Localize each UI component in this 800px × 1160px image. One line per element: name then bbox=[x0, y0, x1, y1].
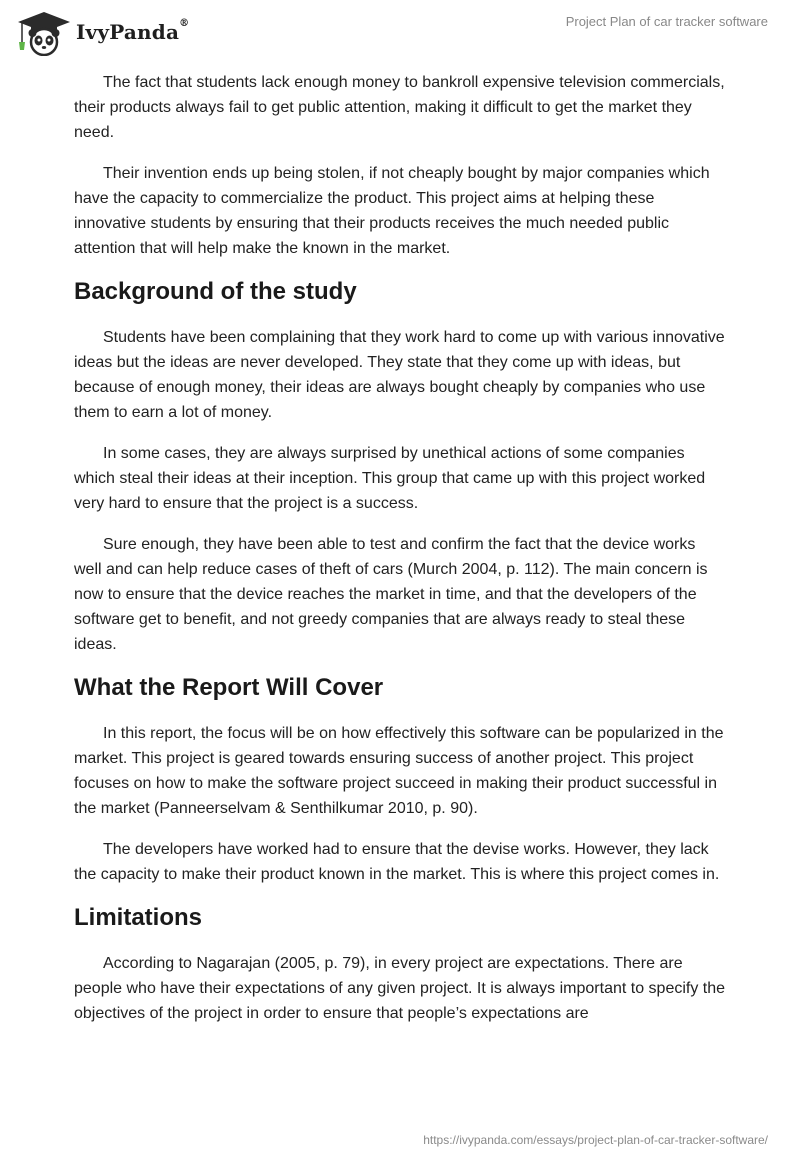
section-heading-limitations: Limitations bbox=[74, 904, 203, 931]
paragraph: According to Nagarajan (2005, p. 79), in every project are expectations. There are people who have their expectations of any given project. It is always important to specify the objectives of the project in order to ensure that people’s expectations are bbox=[74, 955, 726, 1022]
brand-name: IvyPanda® bbox=[76, 18, 190, 44]
document-title: Project Plan of car tracker software bbox=[565, 14, 768, 29]
essay-body bbox=[74, 70, 726, 1042]
source-url-link[interactable]: https://ivypanda.com/essays/project-plan-of-car-tracker-software/ bbox=[423, 1133, 768, 1147]
registered-mark: ® bbox=[179, 18, 190, 29]
paragraph: Their invention ends up being stolen, if not cheaply bought by major companies which have the capacity to commercialize the product. This project aims at helping these innovative students by ensuring that their products receives the much needed public attention that will help make the known in the market. bbox=[74, 165, 710, 257]
section-heading-background: Background of the study bbox=[74, 278, 357, 305]
paragraph: In this report, the focus will be on how effectively this software can be popularized in the market. This project is geared towards ensuring success of another project. This project focuses on how to make the software project succeed in making their product successful in the market (Panneerselvam & Senthilkumar 2010, p. 90). bbox=[74, 725, 724, 817]
section-heading-report-cover: What the Report Will Cover bbox=[74, 674, 384, 701]
paragraph: Students have been complaining that they work hard to come up with various innovative ideas but the ideas are never developed. They state that they come up with ideas, but because of enough money, their ideas are always bought cheaply by companies who use them to earn a lot of money. bbox=[74, 329, 725, 421]
panda-graduate-logo-icon bbox=[14, 8, 72, 56]
paragraph: Sure enough, they have been able to test and confirm the fact that the device works well and can help reduce cases of theft of cars (Murch 2004, p. 112). The main concern is now to ensure that the device reaches the market in time, and that the developers of the software get to benefit, and not greedy companies that are always ready to steal these ideas. bbox=[74, 536, 708, 653]
paragraph: The fact that students lack enough money to bankroll expensive television commercials, their products always fail to get public attention, making it difficult to get the market they need. bbox=[74, 74, 725, 141]
paragraph: In some cases, they are always surprised by unethical actions of some companies which steal their ideas at their inception. This group that came up with this project worked very hard to ensure that the project is a success. bbox=[74, 445, 706, 512]
paragraph: The developers have worked had to ensure that the devise works. However, they lack the capacity to make their product known in the market. This is where this project comes in. bbox=[74, 841, 720, 883]
brand-logo[interactable] bbox=[14, 8, 189, 56]
page-header bbox=[0, 0, 800, 60]
